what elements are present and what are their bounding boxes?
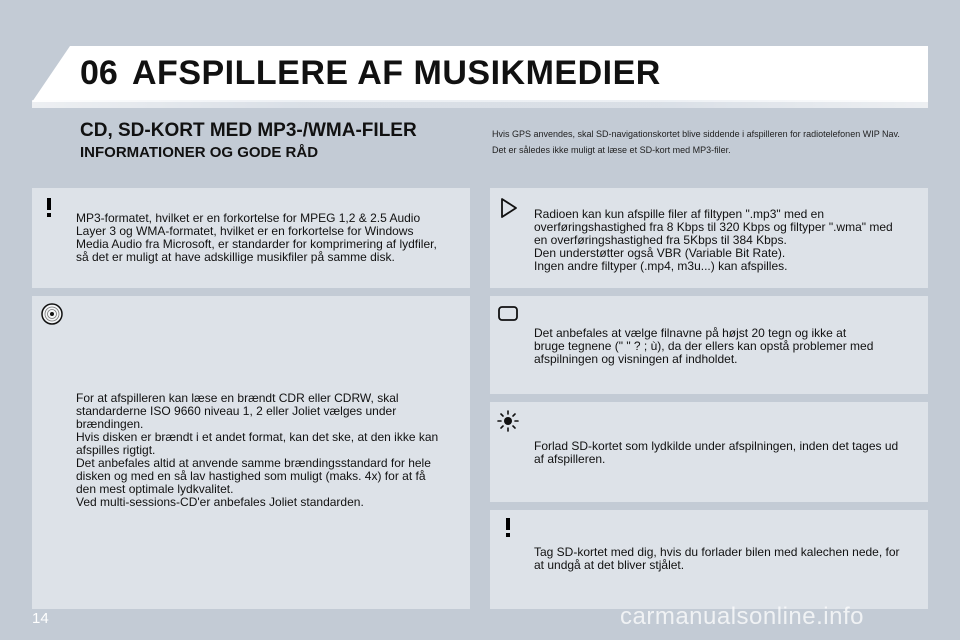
intro-line-1: Hvis GPS anvendes, skal SD-navigationskortet blive siddende i afspilleren for radiotelefonen WIP Nav. (492, 129, 900, 139)
light-icon (495, 408, 521, 434)
panel-text: Forlad SD-kortet som lydkilde under afspilningen, inden det tages ud af afspilleren. (534, 439, 899, 466)
panel-text: For at afspilleren kan læse en brændt CDR eller CDRW, skal standarderne ISO 9660 niveau 1, 2 eller Joliet vælges under brændingen. Hvis disken er brændt i et andet format, kan det ske, at den ikke kan afspilles rigtigt. Det anbefales altid at anvende samme brændingsstandard for hele disken og med en så lav hastighed som muligt (maks. 4x) for at få den mest optimale lydkvalitet. Ved multi-sessions-CD'er anbefales Joliet standarden. (76, 391, 439, 509)
panel-cd-burning (32, 296, 470, 609)
header-divider (32, 100, 928, 108)
section-subtitle: INFORMATIONER OG GODE RÅD (80, 144, 319, 161)
chapter-number: 06 (80, 54, 118, 92)
section-title: CD, SD-KORT MED MP3-/WMA-FILER (80, 120, 417, 141)
panel-sd-source (490, 402, 928, 502)
panel-file-names (490, 296, 928, 394)
panel-text: Radioen kan kun afspille filer af filtypen ".mp3" med en overføringshastighed fra 8 Kbps til 320 Kbps og filtyper ".wma" med en overføringshastighed fra 5Kbps til 384 Kbps. Den understøtter også VBR (Variable Bit Rate). Ingen andre filtyper (.mp4, m3u...) kan afspilles. (534, 207, 893, 273)
play-icon (495, 195, 521, 221)
page-number: 14 (32, 610, 49, 627)
intro-note (492, 126, 922, 158)
exclamation-icon (495, 514, 521, 540)
screen-icon (495, 301, 521, 327)
panel-text: Tag SD-kortet med dig, hvis du forlader bilen med kalechen nede, for at undgå at det bliver stjålet. (534, 545, 900, 572)
watermark: carmanualsonline.info (620, 603, 864, 630)
exclamation-icon (36, 194, 62, 220)
disc-icon (39, 301, 65, 327)
panel-text: Det anbefales at vælge filnavne på højst 20 tegn og ikke at bruge tegnene (" " ? ; ù), da der ellers kan opstå problemer med afspilningen og visningen af indholdet. (534, 326, 874, 366)
panel-mp3-formats (32, 188, 470, 288)
panel-file-types (490, 188, 928, 288)
page-title: AFSPILLERE AF MUSIKMEDIER (132, 54, 661, 92)
panel-sd-theft (490, 510, 928, 609)
panel-text: MP3-formatet, hvilket er en forkortelse for MPEG 1,2 & 2.5 Audio Layer 3 og WMA-formatet, hvilket er en forkortelse for Windows Media Audio fra Microsoft, er standarder for komprimering af lydfiler, så det er muligt at have adskillige musikfiler på samme disk. (76, 211, 437, 264)
intro-line-2: Det er således ikke muligt at læse et SD-kort med MP3-filer. (492, 145, 731, 155)
